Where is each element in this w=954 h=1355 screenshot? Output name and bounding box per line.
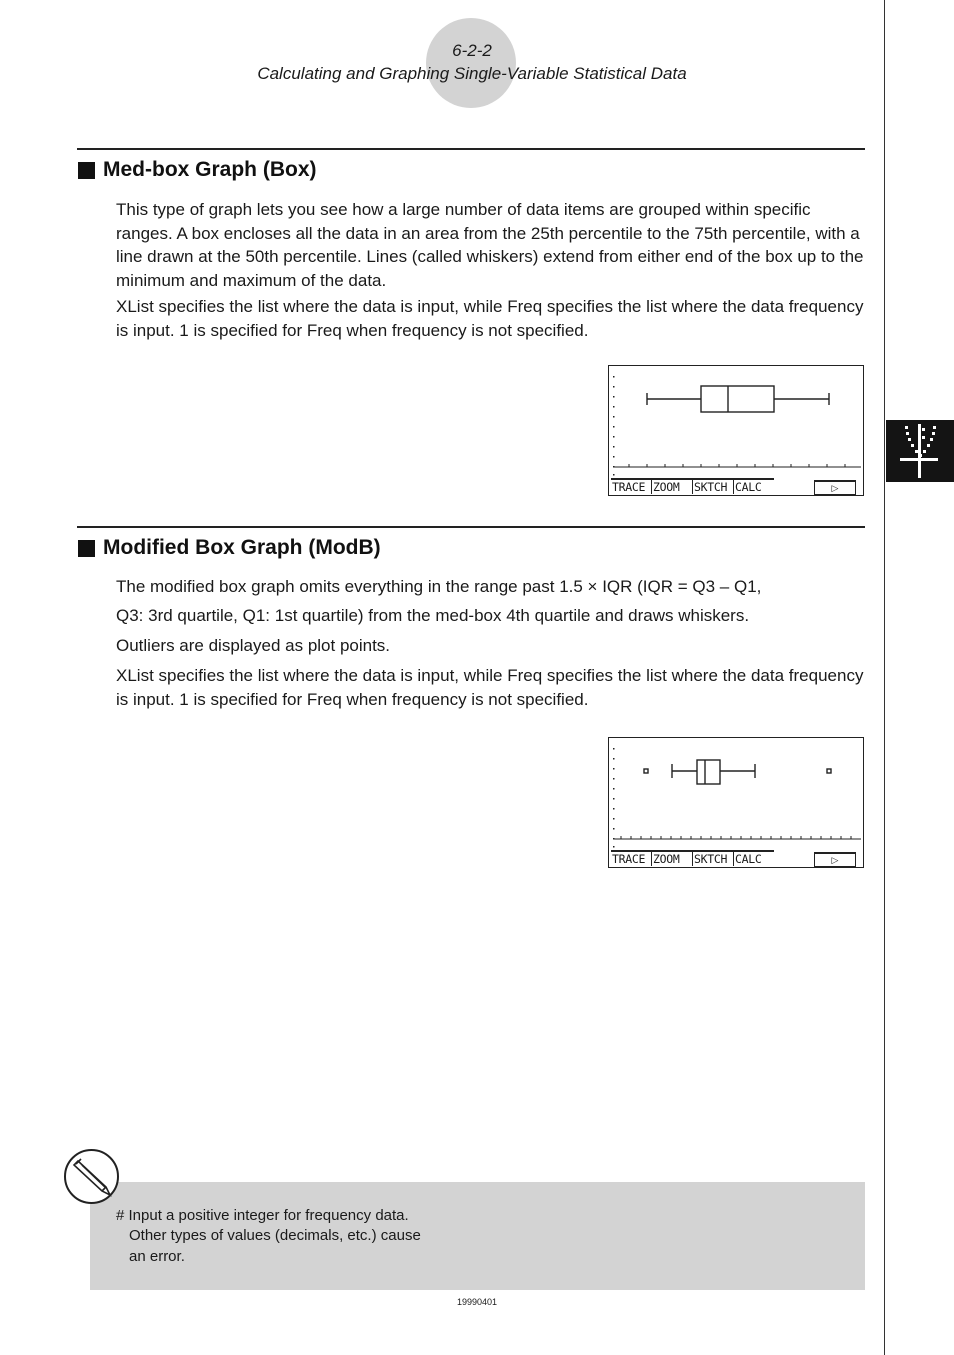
paragraph: Outliers are displayed as plot points. (116, 636, 391, 655)
heading-bullet-icon (78, 162, 95, 179)
fkey-zoom[interactable]: ZOOM (651, 478, 692, 494)
heading-bullet-icon (78, 540, 95, 557)
fkey-calc[interactable]: CALC (733, 850, 774, 866)
fkey-trace[interactable]: TRACE (611, 850, 651, 866)
page-header-title: Calculating and Graphing Single-Variable Statistical Data (257, 64, 687, 83)
calculator-screen-modb (608, 737, 864, 868)
function-key-bar (611, 478, 774, 494)
paragraph: XList specifies the list where the data is input, while Freq specifies the list where the data frequency is input. 1 is specified for Freq when frequency is not specified. (116, 297, 864, 340)
function-key-bar (611, 850, 774, 866)
section-divider (77, 148, 865, 150)
fkey-sketch[interactable]: SKTCH (692, 478, 733, 494)
document-code: 19990401 (456, 1297, 498, 1307)
margin-rule (884, 0, 885, 1355)
note-text: # Input a positive integer for frequency data. (116, 1207, 409, 1224)
chapter-tab (886, 420, 954, 482)
paragraph: The modified box graph omits everything in the range past 1.5 × IQR (IQR = Q3 – Q1, (116, 577, 762, 596)
stat-chapter-icon (886, 420, 954, 482)
section-heading-modb (78, 536, 381, 560)
note-text: an error. (129, 1248, 185, 1265)
paragraph: This type of graph lets you see how a large number of data items are grouped within specific ranges. A box encloses all the data in an area from the 25th percentile to the 75th percentile, with a line drawn at the 50th percentile. Lines (called whiskers) extend from either end of the box up to the minimum and maximum of the data. (116, 200, 864, 290)
fkey-sketch[interactable]: SKTCH (692, 850, 733, 866)
calculator-screen-medbox (608, 365, 864, 496)
fkey-next-arrow-icon[interactable]: ▷ (814, 852, 856, 867)
page-number: 6-2-2 (452, 41, 492, 60)
fkey-trace[interactable]: TRACE (611, 478, 651, 494)
section-heading-text: Modified Box Graph (ModB) (103, 536, 381, 559)
section-heading-medbox (78, 158, 317, 182)
page-number-circle (426, 18, 516, 108)
section-heading-text: Med-box Graph (Box) (103, 158, 317, 181)
fkey-zoom[interactable]: ZOOM (651, 850, 692, 866)
section-divider (77, 526, 865, 528)
fkey-calc[interactable]: CALC (733, 478, 774, 494)
pencil-icon (64, 1149, 119, 1204)
paragraph: XList specifies the list where the data is input, while Freq specifies the list where the data frequency is input. 1 is specified for Freq when frequency is not specified. (116, 666, 864, 709)
note-text: Other types of values (decimals, etc.) cause (129, 1227, 421, 1244)
paragraph: Q3: 3rd quartile, Q1: 1st quartile) from the med-box 4th quartile and draws whiskers. (116, 606, 750, 625)
fkey-next-arrow-icon[interactable]: ▷ (814, 480, 856, 495)
